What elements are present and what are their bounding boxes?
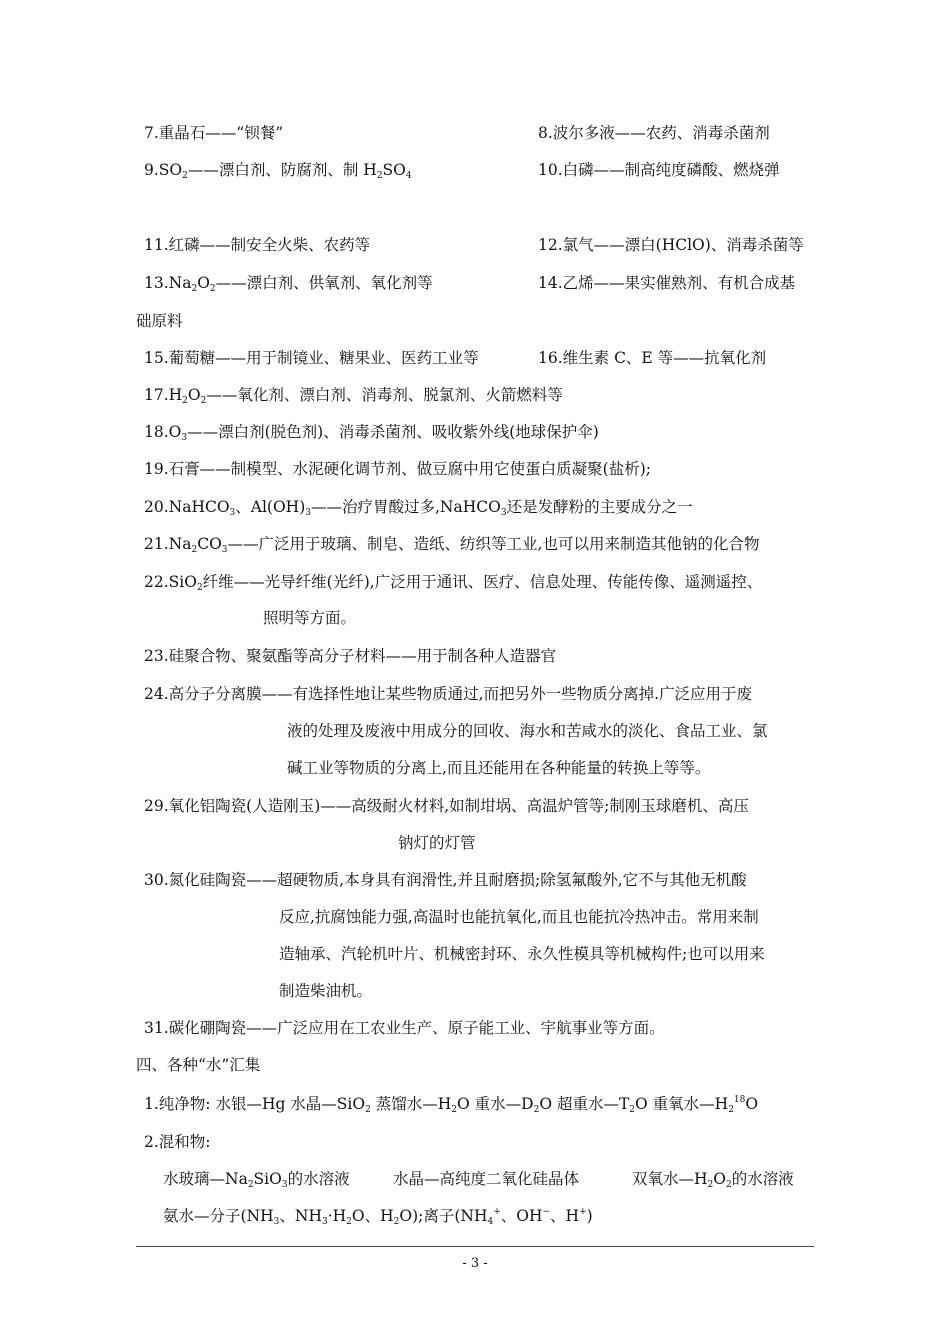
item-7 <box>144 122 283 144</box>
item-29-text-a: 29.氧化铝陶瓷(人造刚玉)——高级耐火材料,如制坩埚、高温炉管等;制刚玉球磨机、高压 <box>144 797 749 815</box>
subscript: 2 <box>707 1180 714 1190</box>
item-22-continuation <box>263 607 356 629</box>
pure-text-b: 蒸馏水—H <box>370 1095 452 1113</box>
mixture-3-text-a: 双氧水—H <box>632 1170 708 1188</box>
item-21 <box>144 533 759 555</box>
item-9-text-b: ——漂白剂、防腐剂、制 H <box>187 161 377 179</box>
item-7-text: 7.重晶石——“钡餐” <box>144 124 284 142</box>
mixtures-label <box>144 1131 211 1153</box>
item-14-continuation <box>136 310 183 332</box>
mixture-4-text-b: 、NH <box>279 1207 322 1225</box>
item-21-text-a: 21.Na <box>144 535 192 553</box>
subscript: 2 <box>725 1180 732 1190</box>
item-17-text-c: ——氧化剂、漂白剂、消毒剂、脱氯剂、火箭燃料等 <box>206 386 563 404</box>
subscript: 2 <box>182 396 188 406</box>
item-13 <box>144 272 433 294</box>
item-12 <box>538 234 804 256</box>
subscript: 3 <box>500 508 507 518</box>
mixture-1-text-a: 水玻璃—Na <box>163 1170 248 1188</box>
item-16 <box>538 347 766 369</box>
subscript: 2 <box>393 1217 400 1227</box>
item-18-text-a: 18.O <box>144 423 182 441</box>
mixture-3-text-b: O <box>713 1170 726 1188</box>
item-24-text-c: 碱工业等物质的分离上,而且还能用在各种能量的转换上等等。 <box>287 759 711 777</box>
item-8-text: 8.波尔多液——农药、消毒杀菌剂 <box>538 124 770 142</box>
item-21-text-c: ——广泛用于玻璃、制皂、造纸、纺织等工业,也可以用来制造其他钠的化合物 <box>227 535 760 553</box>
item-18 <box>144 421 599 443</box>
subscript: 2 <box>196 583 203 593</box>
item-30-text-b: 反应,抗腐蚀能力强,高温时也能抗氧化,而且也能抗冷热冲击。常用来制 <box>279 908 759 926</box>
item-24-continuation-1 <box>287 720 768 742</box>
item-30-text-c: 造轴承、汽轮机叶片、机械密封环、永久性模具等机械构件;也可以用来 <box>279 945 765 963</box>
subscript: 3 <box>181 433 188 443</box>
item-20-text-d: 还是发酵粉的主要成分之一 <box>506 498 693 516</box>
item-30-text-a: 30.氮化硅陶瓷——超硬物质,本身具有润滑性,并且耐磨损;除氢氟酸外,它不与其他无机酸 <box>144 871 747 889</box>
item-13-text-a: 13.Na <box>144 274 192 292</box>
item-9-text-a: 9.SO <box>144 161 183 179</box>
item-22-text-c: 照明等方面。 <box>263 609 357 627</box>
item-11 <box>144 234 370 256</box>
subscript: 2 <box>533 1105 540 1115</box>
item-20-text-b: 、Al(OH) <box>235 498 306 516</box>
mixture-4-text-c: ·H <box>327 1207 347 1225</box>
item-24-text-a: 24.高分子分离膜——有选择性地让某些物质通过,而把另外一些物质分离掉.广泛应用于废 <box>144 685 753 703</box>
item-30-continuation-2 <box>279 943 765 965</box>
item-20-text-a: 20.NaHCO <box>144 498 230 516</box>
section-heading-text: 四、各种“水”汇集 <box>136 1056 261 1074</box>
subscript: 2 <box>376 171 383 181</box>
superscript: − <box>542 1207 551 1217</box>
mixture-water-glass <box>163 1168 350 1190</box>
subscript: 4 <box>487 1217 494 1227</box>
subscript: 2 <box>209 284 216 294</box>
mixture-4-text-d: O、H <box>351 1207 394 1225</box>
superscript: 18 <box>733 1095 746 1105</box>
item-30-text-d: 制造柴油机。 <box>279 982 373 1000</box>
mixture-2-text: 水晶—高纯度二氧化硅晶体 <box>393 1170 580 1188</box>
item-9 <box>144 159 412 181</box>
item-19-text: 19.石膏——制模型、水泥硬化调节剂、做豆腐中用它使蛋白质凝聚(盐析); <box>144 460 651 478</box>
item-10 <box>538 159 780 181</box>
item-14-text-b: 础原料 <box>136 312 183 330</box>
item-19 <box>144 458 651 480</box>
subscript: 3 <box>281 1180 288 1190</box>
item-12-text: 12.氯气——漂白(HClO)、消毒杀菌等 <box>538 236 804 254</box>
subscript: 2 <box>191 545 198 555</box>
mixture-4-text-g: 、H <box>550 1207 580 1225</box>
item-24-text-b: 液的处理及废液中用成分的回收、海水和苦咸水的淡化、食品工业、氯 <box>287 722 768 740</box>
item-13-text-b: O <box>197 274 210 292</box>
item-20 <box>144 496 693 518</box>
footer-divider <box>136 1246 814 1247</box>
subscript: 2 <box>346 1217 352 1227</box>
mixture-3-text-c: 的水溶液 <box>731 1170 794 1188</box>
section-heading <box>136 1054 260 1076</box>
item-30 <box>144 869 747 891</box>
mixture-4-text-f: 、OH <box>500 1207 543 1225</box>
item-24 <box>144 683 752 705</box>
subscript: 2 <box>182 171 188 181</box>
subscript: 3 <box>321 1217 328 1227</box>
item-29 <box>144 795 749 817</box>
item-11-text: 11.红磷——制安全火柴、农药等 <box>144 236 371 254</box>
subscript: 2 <box>247 1180 254 1190</box>
mixture-1-text-c: 的水溶液 <box>287 1170 350 1188</box>
item-30-continuation-1 <box>279 906 759 928</box>
item-20-text-c: ——治疗胃酸过多,NaHCO <box>311 498 501 516</box>
mixture-ammonia-water <box>163 1205 593 1227</box>
mixture-hydrogen-peroxide <box>632 1168 794 1190</box>
item-10-text: 10.白磷——制高纯度磷酸、燃烧弹 <box>538 161 780 179</box>
superscript: + <box>493 1207 501 1217</box>
subscript: 3 <box>229 508 236 518</box>
subscript: 3 <box>305 508 311 518</box>
pure-text-e: O 重氧水—H <box>635 1095 729 1113</box>
pure-text-f: O <box>745 1095 759 1113</box>
mixture-crystal <box>393 1168 579 1190</box>
mixture-4-text-h: ) <box>586 1207 593 1225</box>
item-14-text-a: 14.乙烯——果实催熟剂、有机合成基 <box>538 274 796 292</box>
item-14 <box>538 272 795 294</box>
pure-text-a: 1.纯净物: 水银—Hg 水晶—SiO <box>144 1095 366 1113</box>
item-22 <box>144 571 762 593</box>
item-22-text-b: 纤维——光导纤维(光纤),广泛用于通讯、医疗、信息处理、传能传像、遥测遥控、 <box>202 573 763 591</box>
item-22-text-a: 22.SiO <box>144 573 197 591</box>
superscript: + <box>579 1207 587 1217</box>
subscript: 2 <box>365 1105 371 1115</box>
item-31-text: 31.碳化硼陶瓷——广泛应用在工农业生产、原子能工业、宇航事业等方面。 <box>144 1019 665 1037</box>
item-17-text-a: 17.H <box>144 386 183 404</box>
item-29-text-b: 钠灯的灯管 <box>398 834 476 852</box>
subscript: 2 <box>200 396 207 406</box>
mixtures-label-text: 2.混和物: <box>144 1133 211 1151</box>
pure-text-c: O 重水—D <box>457 1095 534 1113</box>
mixture-4-text-a: 氨水—分子(NH <box>163 1207 274 1225</box>
subscript: 4 <box>405 171 412 181</box>
item-23-text: 23.硅聚合物、聚氨酯等高分子材料——用于制各种人造器官 <box>144 647 557 665</box>
item-15-text: 15.葡萄糖——用于制镜业、糖果业、医药工业等 <box>144 349 479 367</box>
item-31 <box>144 1017 665 1039</box>
item-29-continuation <box>398 832 476 854</box>
page-number: - 3 - <box>462 1256 488 1271</box>
item-15 <box>144 347 479 369</box>
item-9-text-c: SO <box>382 161 406 179</box>
item-21-text-b: CO <box>197 535 222 553</box>
item-8 <box>538 122 770 144</box>
subscript: 2 <box>728 1105 734 1115</box>
mixture-1-text-b: SiO <box>253 1170 282 1188</box>
pure-substances-line <box>144 1093 758 1115</box>
subscript: 2 <box>191 284 198 294</box>
item-24-continuation-2 <box>287 757 710 779</box>
item-17-text-b: O <box>187 386 201 404</box>
item-17 <box>144 384 563 406</box>
subscript: 2 <box>629 1105 636 1115</box>
item-13-text-c: ——漂白剂、供氧剂、氧化剂等 <box>215 274 433 292</box>
subscript: 3 <box>221 545 228 555</box>
subscript: 3 <box>273 1217 280 1227</box>
pure-text-d: O 超重水—T <box>539 1095 630 1113</box>
subscript: 2 <box>451 1105 458 1115</box>
mixture-4-text-e: O);离子(NH <box>399 1207 488 1225</box>
item-23 <box>144 645 556 667</box>
item-30-continuation-3 <box>279 980 372 1002</box>
item-18-text-b: ——漂白剂(脱色剂)、消毒杀菌剂、吸收紫外线(地球保护伞) <box>187 423 599 441</box>
item-16-text: 16.维生素 C、E 等——抗氧化剂 <box>538 349 767 367</box>
